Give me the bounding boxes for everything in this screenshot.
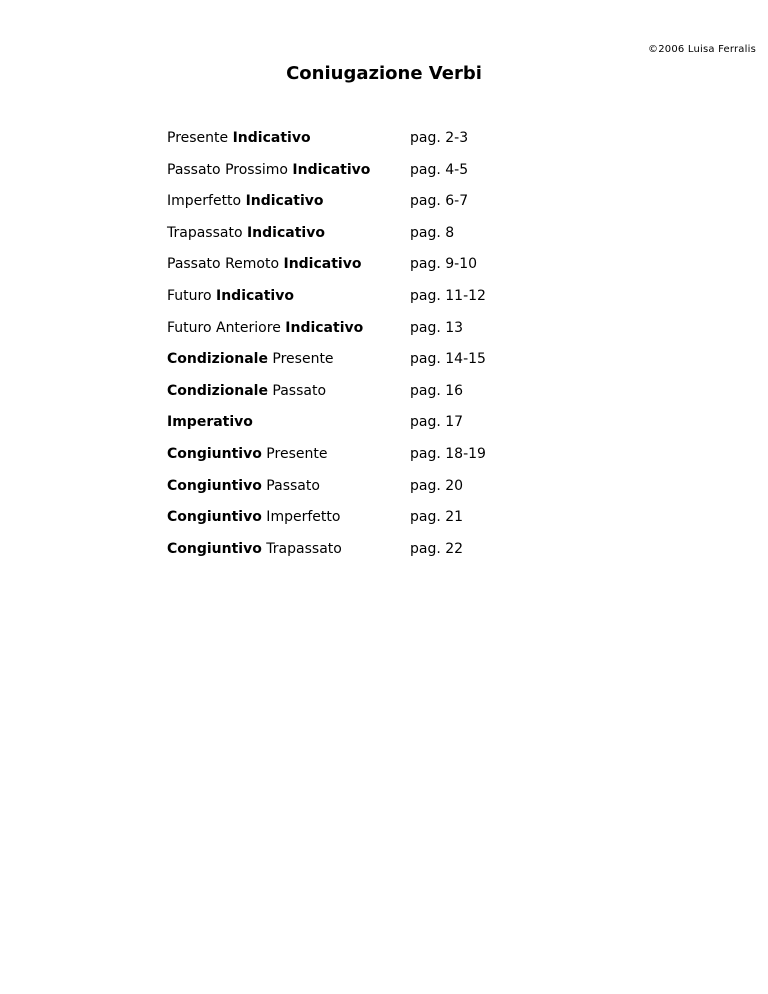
toc-label: Congiuntivo Presente bbox=[167, 445, 328, 462]
toc-label: Futuro Anteriore Indicativo bbox=[167, 319, 364, 336]
toc-page-ref: pag. 17 bbox=[410, 414, 464, 431]
toc-label: Congiuntivo Trapassato bbox=[167, 540, 342, 557]
toc-label: Imperativo bbox=[167, 414, 253, 431]
toc-row bbox=[167, 348, 587, 380]
toc-row bbox=[167, 159, 587, 191]
toc-page-ref: pag. 13 bbox=[410, 319, 464, 336]
toc-row bbox=[167, 411, 587, 443]
toc-page-ref: pag. 4-5 bbox=[410, 161, 469, 178]
toc-label: Passato Remoto Indicativo bbox=[167, 256, 362, 273]
toc-label: Presente Indicativo bbox=[167, 130, 311, 146]
toc-row bbox=[167, 190, 587, 222]
toc-label: Imperfetto Indicativo bbox=[167, 193, 324, 210]
toc-label: Futuro Indicativo bbox=[167, 287, 294, 304]
table-of-contents bbox=[167, 127, 587, 569]
toc-label: Condizionale Presente bbox=[167, 351, 334, 368]
page-title: Coniugazione Verbi bbox=[286, 63, 482, 84]
toc-page-ref: pag. 2-3 bbox=[410, 130, 469, 146]
copyright-notice: ©2006 Luisa Ferralis bbox=[648, 44, 756, 55]
toc-page-ref: pag. 20 bbox=[410, 477, 464, 494]
toc-row bbox=[167, 380, 587, 412]
toc-label: Congiuntivo Passato bbox=[167, 477, 320, 494]
toc-row bbox=[167, 443, 587, 475]
toc-page-ref: pag. 9-10 bbox=[410, 256, 478, 273]
toc-page-ref: pag. 8 bbox=[410, 224, 455, 241]
toc-page-ref: pag. 18-19 bbox=[410, 445, 486, 462]
toc-row bbox=[167, 538, 587, 570]
toc-label: Trapassato Indicativo bbox=[167, 224, 325, 241]
toc-label: Passato Prossimo Indicativo bbox=[167, 161, 371, 178]
toc-page-ref: pag. 21 bbox=[410, 509, 464, 526]
toc-row bbox=[167, 285, 587, 317]
toc-row bbox=[167, 253, 587, 285]
toc-row bbox=[167, 506, 587, 538]
toc-row bbox=[167, 317, 587, 349]
toc-label: Condizionale Passato bbox=[167, 382, 327, 399]
toc-page-ref: pag. 11-12 bbox=[410, 287, 486, 304]
toc-row bbox=[167, 475, 587, 507]
toc-page-ref: pag. 14-15 bbox=[410, 351, 486, 368]
toc-page-ref: pag. 6-7 bbox=[410, 193, 469, 210]
toc-label: Congiuntivo Imperfetto bbox=[167, 509, 341, 526]
toc-page-ref: pag. 22 bbox=[410, 540, 464, 557]
toc-page-ref: pag. 16 bbox=[410, 382, 464, 399]
toc-row bbox=[167, 127, 587, 159]
toc-row bbox=[167, 222, 587, 254]
